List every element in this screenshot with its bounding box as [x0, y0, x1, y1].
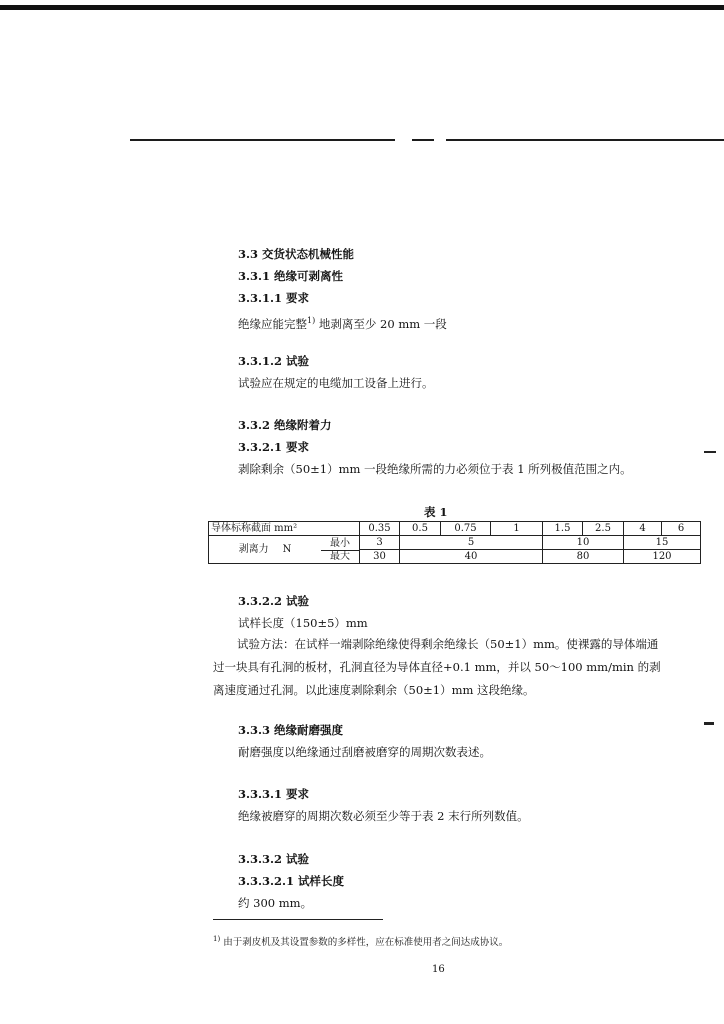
min-value-cell: 3	[360, 536, 400, 550]
heading-3-3-2: 3.3.2 绝缘附着力	[238, 418, 332, 432]
footnote-ref: 1)	[307, 316, 316, 325]
table1-caption: 表 1	[424, 505, 448, 519]
min-value-cell: 15	[624, 536, 701, 550]
heading-3-3-1-1: 3.3.1.1 要求	[238, 291, 310, 305]
table-1	[208, 521, 701, 564]
header-rule-right	[446, 139, 724, 141]
max-label: 最大	[330, 550, 350, 562]
text-3-3-1-1-start: 绝缘应能完整	[238, 316, 307, 331]
scan-mark	[704, 722, 714, 725]
force-label-cell	[209, 536, 360, 564]
heading-3-3-3-1: 3.3.3.1 要求	[238, 787, 310, 801]
heading-3-3-3: 3.3.3 绝缘耐磨强度	[238, 723, 344, 737]
heading-3-3-2-1: 3.3.2.1 要求	[238, 440, 310, 454]
text-3-3-2-1: 剥除剩余（50±1）mm 一段绝缘所需的力必须位于表 1 所列极值范围之内。	[238, 462, 632, 476]
heading-3-3-1-2: 3.3.1.2 试验	[238, 354, 310, 368]
footnote-mark: 1)	[213, 935, 221, 943]
section-cell: 2.5	[583, 522, 624, 536]
text-sample-length: 试样长度（150±5）mm	[238, 616, 368, 630]
header-label-cell: 导体标称截面 mm²	[209, 522, 360, 536]
text-3-3-1-2: 试验应在规定的电缆加工设备上进行。	[238, 376, 434, 390]
heading-3-3-3-2: 3.3.3.2 试验	[238, 852, 310, 866]
footnote	[213, 932, 508, 950]
table-min-row	[209, 536, 701, 550]
heading-3-3: 3.3 交货状态机械性能	[238, 247, 355, 261]
table-header-row	[209, 522, 701, 536]
max-value-cell: 40	[400, 550, 543, 564]
scan-mark	[704, 451, 716, 453]
text-3-3-3-1: 绝缘被磨穿的周期次数必须至少等于表 2 末行所列数值。	[238, 809, 529, 823]
header-rule-left	[130, 139, 395, 141]
section-cell: 1	[491, 522, 543, 536]
text-method-body: 试验方法：在试样一端剥除绝缘使得剩余绝缘长（50±1）mm。使裸露的导体端通过一块具有孔洞的板材，孔洞直径为导体直径+0.1 mm，并以 50～100 mm/min 的剥离速度通过孔洞。以此速度剥除剩余（50±1）mm 这段绝缘。	[213, 637, 661, 697]
section-cell: 0.5	[400, 522, 441, 536]
page-number: 16	[432, 964, 445, 975]
footnote-rule	[213, 919, 383, 920]
heading-3-3-3-2-1: 3.3.3.2.1 试样长度	[238, 874, 345, 888]
heading-3-3-2-2: 3.3.2.2 试验	[238, 594, 310, 608]
header-rule-gap	[412, 139, 434, 141]
heading-3-3-1: 3.3.1 绝缘可剥离性	[238, 269, 344, 283]
max-value-cell: 120	[624, 550, 701, 564]
section-cell: 1.5	[543, 522, 583, 536]
section-cell: 0.75	[441, 522, 491, 536]
text-3-3-3: 耐磨强度以绝缘通过刮磨被磨穿的周期次数表述。	[238, 745, 491, 759]
min-label: 最小	[321, 537, 359, 551]
footnote-text: 由于剥皮机及其设置参数的多样性，应在标准使用者之间达成协议。	[223, 937, 509, 949]
text-method	[213, 633, 665, 702]
max-value-cell: 80	[543, 550, 624, 564]
text-3-3-1-1	[238, 313, 447, 332]
text-3-3-1-1-rest: 地剥离至少 20 mm 一段	[318, 316, 447, 331]
force-label: 剥离力	[238, 543, 269, 555]
section-cell: 6	[662, 522, 701, 536]
max-value-cell: 30	[360, 550, 400, 564]
min-value-cell: 10	[543, 536, 624, 550]
scan-top-border	[0, 5, 724, 10]
section-cell: 4	[624, 522, 662, 536]
min-value-cell: 5	[400, 536, 543, 550]
text-3-3-3-2-1: 约 300 mm。	[238, 896, 313, 910]
section-cell: 0.35	[360, 522, 400, 536]
force-unit: N	[282, 543, 292, 555]
